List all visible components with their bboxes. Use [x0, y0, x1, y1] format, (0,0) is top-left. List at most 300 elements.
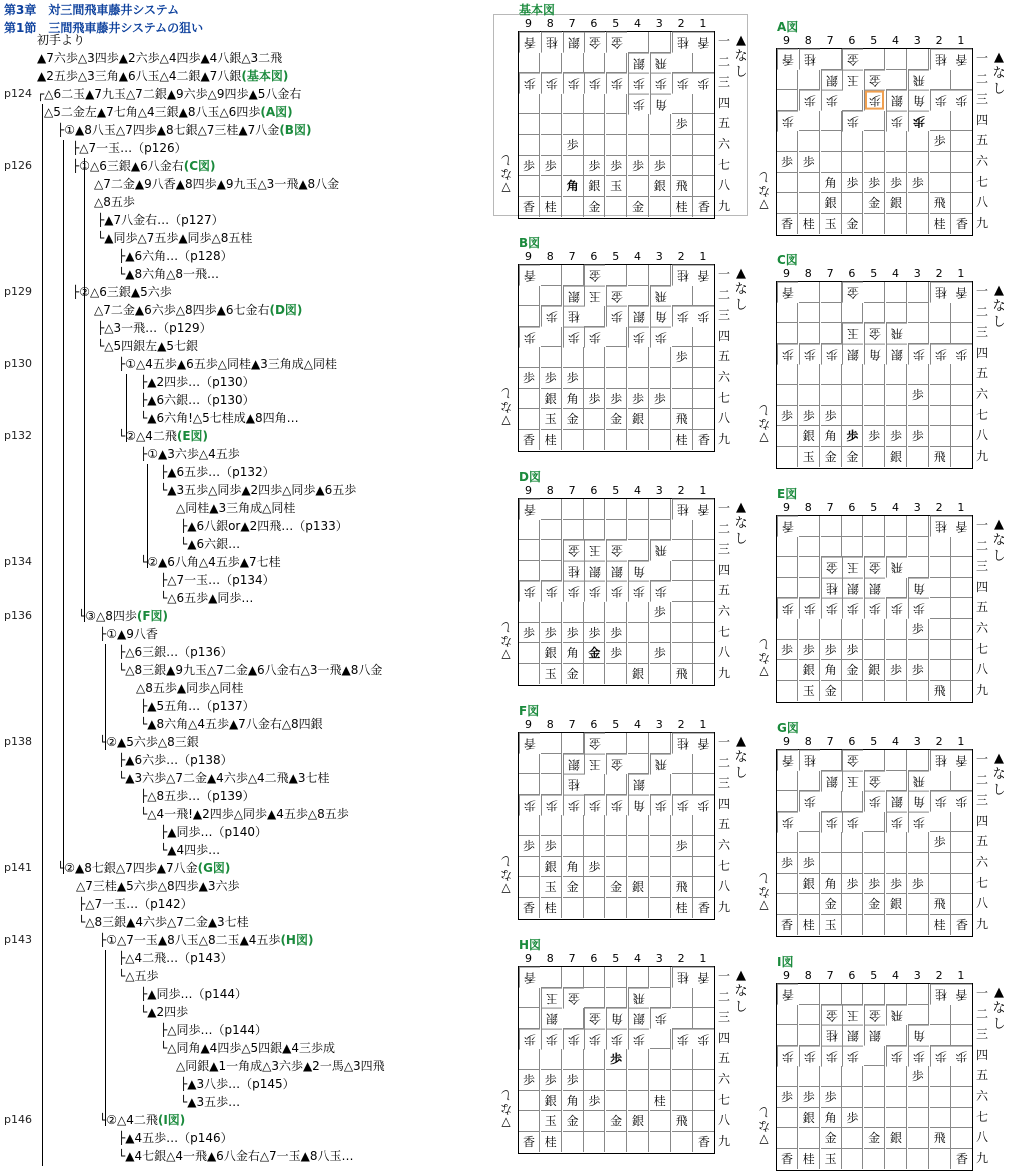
piece: 歩	[846, 429, 859, 444]
column-numbers	[776, 735, 973, 749]
tree-line-text: └△5四銀左▲5七銀	[97, 339, 198, 353]
board-square	[864, 557, 885, 578]
figure-link[interactable]: (基本図)	[241, 69, 289, 83]
figure-link[interactable]: (I図)	[157, 1113, 186, 1127]
piece: 銀	[847, 1028, 860, 1043]
column-number: 4	[892, 501, 899, 514]
board-square	[672, 306, 693, 327]
column-number: 9	[783, 267, 790, 280]
board-square	[541, 733, 562, 754]
figure-link[interactable]: (D図)	[269, 303, 303, 317]
tree-line-text: └△8三銀▲4六歩△7二金▲3七桂	[78, 915, 249, 929]
board-square	[606, 623, 627, 644]
page-ref: p126	[4, 159, 32, 172]
piece: 銀	[891, 93, 904, 108]
piece: 金	[589, 268, 602, 283]
board-square	[821, 557, 842, 578]
tree-line-text: ├△同歩…（p144）	[160, 1023, 267, 1037]
row-number: 七	[717, 858, 730, 873]
piece: 歩	[911, 622, 924, 636]
piece: 玉	[847, 774, 860, 789]
figure-link[interactable]: (F図)	[136, 609, 169, 623]
board-square	[672, 774, 693, 795]
piece: 歩	[869, 93, 882, 108]
piece: 歩	[846, 642, 859, 657]
board-square	[628, 32, 649, 53]
column-numbers	[518, 17, 715, 31]
piece: 歩	[545, 309, 558, 324]
board-square	[628, 898, 649, 919]
board-square	[628, 347, 649, 368]
piece: 角	[566, 1093, 579, 1108]
piece: 歩	[782, 601, 795, 616]
board-square	[886, 111, 907, 132]
board-square	[541, 754, 562, 775]
board-title: C図	[777, 253, 798, 267]
board-square	[541, 1091, 562, 1112]
board-square	[584, 836, 605, 857]
board-square	[951, 1025, 972, 1046]
board-square	[930, 385, 951, 406]
board-square	[930, 214, 951, 235]
piece: 歩	[889, 429, 902, 444]
board-square	[628, 409, 649, 430]
tree-line-text: └②▲6八角△4五歩▲7七桂	[140, 555, 281, 569]
figure-link[interactable]: (B図)	[279, 123, 312, 137]
board-square	[693, 53, 714, 74]
board-square	[519, 815, 540, 836]
board-square	[842, 214, 863, 235]
board-square	[650, 32, 671, 53]
piece: 玉	[824, 216, 837, 231]
board-square	[693, 815, 714, 836]
column-number: 3	[655, 718, 663, 731]
piece: 香	[697, 432, 710, 447]
board-square	[541, 327, 562, 348]
board-square	[842, 853, 863, 874]
piece: 飛	[891, 1008, 904, 1023]
piece: 金	[869, 73, 882, 88]
tree-line	[140, 985, 247, 1003]
board-square	[563, 1070, 584, 1091]
piece: 歩	[654, 1011, 667, 1026]
tree-line	[72, 283, 172, 301]
tree-line-text: ▲2五歩△3三角▲6八玉△4二銀▲7八銀	[37, 69, 242, 83]
board-square	[650, 368, 671, 389]
board-square	[864, 173, 885, 194]
board-square	[777, 1025, 798, 1046]
board-square	[951, 385, 972, 406]
board-square	[799, 364, 820, 385]
board-square	[930, 984, 951, 1005]
piece: 歩	[911, 876, 924, 891]
board-square	[777, 832, 798, 853]
board-square	[541, 988, 562, 1009]
piece: 香	[955, 52, 968, 67]
board-square	[864, 1005, 885, 1026]
shogi-board	[776, 515, 973, 703]
piece: 歩	[697, 309, 710, 324]
board-square	[519, 540, 540, 561]
piece: 銀	[611, 564, 624, 579]
board-square	[842, 771, 863, 792]
board-square	[519, 347, 540, 368]
tree-line-text: ├①△7一玉▲8八玉△8二玉▲4五歩	[99, 933, 281, 947]
board-square	[951, 1149, 972, 1170]
board-square	[584, 581, 605, 602]
board-square	[693, 754, 714, 775]
board-square	[799, 791, 820, 812]
board-square	[842, 323, 863, 344]
piece: 香	[780, 1151, 793, 1166]
board-square	[563, 347, 584, 368]
board-square	[563, 967, 584, 988]
board-square	[864, 70, 885, 91]
board-square	[519, 94, 540, 115]
figure-link[interactable]: (G図)	[197, 861, 231, 875]
board-square	[908, 1128, 929, 1149]
board-diagram-C	[758, 253, 1013, 471]
gote-hand: ▽なし	[500, 854, 513, 896]
board-square	[842, 447, 863, 468]
piece: 桂	[544, 432, 557, 447]
board-square	[584, 561, 605, 582]
board-square	[519, 561, 540, 582]
board-square	[821, 832, 842, 853]
tree-line	[118, 949, 233, 967]
board-square	[606, 368, 627, 389]
board-square	[519, 623, 540, 644]
column-number: 8	[546, 484, 554, 497]
tree-line	[176, 1057, 385, 1075]
board-square	[519, 1111, 540, 1132]
piece: 金	[589, 736, 602, 751]
board-square	[886, 90, 907, 111]
board-square	[519, 988, 540, 1009]
tree-line-text: └②▲8七銀△7四歩▲7八金	[57, 861, 198, 875]
column-number: 8	[804, 735, 812, 748]
piece: 玉	[847, 326, 860, 341]
piece: 歩	[912, 347, 925, 362]
board-square	[864, 1149, 885, 1170]
tree-line-text: └▲6六角!△5七桂成▲8四角…	[140, 411, 299, 425]
board-square	[777, 984, 798, 1005]
board-square	[864, 771, 885, 792]
piece: 角	[611, 1011, 624, 1026]
row-number: 八	[975, 1130, 988, 1145]
piece: 歩	[588, 158, 601, 173]
piece: 桂	[933, 917, 946, 932]
board-square	[541, 94, 562, 115]
board-square	[693, 176, 714, 197]
piece: 歩	[544, 1073, 557, 1087]
board-square	[908, 447, 929, 468]
board-square	[930, 1025, 951, 1046]
piece: 銀	[824, 196, 837, 211]
row-number: 四	[975, 345, 988, 360]
gote-hand: ▽なし	[500, 386, 513, 428]
piece: 歩	[911, 175, 924, 190]
board-square	[930, 619, 951, 640]
gote-hand: ▽なし	[500, 620, 513, 662]
board-square	[842, 619, 863, 640]
board-square	[799, 323, 820, 344]
tree-line-text: ├▲同歩…（p144）	[140, 987, 247, 1001]
board-square	[777, 1128, 798, 1149]
board-square	[886, 406, 907, 427]
board-square	[842, 915, 863, 936]
board-square	[650, 877, 671, 898]
piece: 歩	[847, 815, 860, 830]
figure-link[interactable]: (H図)	[280, 933, 314, 947]
row-number: 七	[975, 875, 988, 890]
tree-line-text: └▲同歩△7五歩▲同歩△8五桂	[97, 231, 253, 245]
row-number: 六	[975, 621, 988, 635]
board-square	[908, 681, 929, 702]
board-square	[563, 1132, 584, 1153]
tree-line-text: △8五歩	[94, 195, 135, 209]
figure-link[interactable]: (E図)	[176, 429, 209, 443]
board-square	[951, 874, 972, 895]
row-number: 七	[717, 390, 730, 405]
board-square	[842, 282, 863, 303]
board-square	[606, 1091, 627, 1112]
piece: 桂	[934, 52, 947, 67]
tree-line-text: ├▲6八銀or▲2四飛…（p133）	[180, 519, 348, 533]
board-square	[842, 303, 863, 324]
piece: 歩	[610, 391, 623, 406]
column-number: 2	[935, 267, 943, 280]
board-square	[519, 265, 540, 286]
board-square	[672, 73, 693, 94]
board-square	[777, 681, 798, 702]
column-numbers	[776, 501, 973, 515]
piece: 歩	[611, 584, 624, 599]
figure-link[interactable]: (C図)	[183, 159, 216, 173]
board-square	[650, 114, 671, 135]
board-square	[842, 874, 863, 895]
piece: 角	[654, 309, 667, 324]
board-square	[951, 1108, 972, 1129]
board-square	[650, 409, 671, 430]
board-square	[628, 389, 649, 410]
piece: 銀	[889, 897, 902, 912]
piece: 歩	[589, 584, 602, 599]
board-square	[821, 1087, 842, 1108]
piece: 歩	[633, 330, 646, 345]
board-square	[799, 152, 820, 173]
board-square	[908, 619, 929, 640]
board-diagram-basic	[500, 3, 755, 221]
piece: 歩	[589, 76, 602, 91]
board-square	[908, 70, 929, 91]
board-square	[693, 898, 714, 919]
board-square	[842, 385, 863, 406]
board-square	[777, 364, 798, 385]
board-square	[584, 623, 605, 644]
board-square	[584, 1008, 605, 1029]
board-square	[650, 754, 671, 775]
piece: 歩	[654, 584, 667, 599]
board-square	[908, 344, 929, 365]
board-square	[908, 1046, 929, 1067]
tree-line	[160, 571, 275, 589]
board-square	[842, 640, 863, 661]
tree-line	[118, 1129, 233, 1147]
board-square	[821, 578, 842, 599]
piece: 歩	[869, 601, 882, 616]
board-square	[777, 874, 798, 895]
shogi-board	[518, 498, 715, 686]
board-square	[584, 754, 605, 775]
board-square	[886, 1005, 907, 1026]
board-square	[563, 815, 584, 836]
piece: 歩	[566, 138, 579, 152]
piece: 銀	[891, 794, 904, 809]
board-square	[584, 73, 605, 94]
board-square	[908, 640, 929, 661]
board-square	[541, 347, 562, 368]
board-square	[541, 1008, 562, 1029]
board-square	[519, 1008, 540, 1029]
board-square	[541, 430, 562, 451]
board-square	[821, 344, 842, 365]
board-square	[886, 681, 907, 702]
board-square	[908, 406, 929, 427]
piece: 銀	[631, 880, 644, 895]
board-square	[584, 967, 605, 988]
piece: 金	[589, 35, 602, 50]
piece: 金	[869, 326, 882, 341]
column-number: 8	[546, 952, 554, 965]
board-square	[886, 193, 907, 214]
board-square	[908, 90, 929, 111]
board-square	[821, 152, 842, 173]
tree-line-text: └▲3六歩△7二金▲4六歩△4二飛▲3七桂	[118, 771, 330, 785]
piece: 銀	[567, 35, 580, 50]
board-square	[563, 1008, 584, 1029]
board-square	[606, 898, 627, 919]
piece: 歩	[589, 1032, 602, 1047]
column-number: 9	[783, 969, 790, 982]
row-numbers	[717, 732, 731, 920]
piece: 香	[782, 285, 795, 300]
piece: 歩	[611, 798, 624, 813]
tree-line-text: └②▲5六歩△8三銀	[99, 735, 199, 749]
board-square	[951, 894, 972, 915]
tree-line	[140, 553, 281, 571]
column-number: 5	[870, 34, 878, 47]
piece: 銀	[847, 347, 860, 362]
piece: 歩	[934, 1049, 947, 1064]
board-square	[951, 681, 972, 702]
piece: 歩	[589, 798, 602, 813]
board-square	[930, 915, 951, 936]
board-square	[541, 898, 562, 919]
board-square	[650, 1111, 671, 1132]
tree-line-text: 初手より	[37, 33, 86, 47]
board-square	[672, 988, 693, 1009]
board-square	[693, 1070, 714, 1091]
board-square	[842, 1025, 863, 1046]
board-square	[908, 874, 929, 895]
piece: 香	[782, 987, 795, 1002]
tree-line	[94, 301, 302, 319]
board-square	[886, 984, 907, 1005]
board-square	[886, 1149, 907, 1170]
board-square	[951, 984, 972, 1005]
piece: 香	[782, 52, 795, 67]
board-square	[930, 1005, 951, 1026]
board-square	[541, 623, 562, 644]
tree-line-text: ▲7六歩△3四歩▲2六歩△4四歩▲4八銀△3二飛	[37, 51, 283, 65]
column-number: 5	[870, 969, 878, 982]
piece: 角	[912, 93, 925, 108]
row-number: 八	[975, 428, 988, 443]
piece: 歩	[780, 642, 793, 657]
board-square	[563, 1049, 584, 1070]
board-square	[799, 1128, 820, 1149]
tree-line	[160, 463, 275, 481]
piece: 歩	[869, 794, 882, 809]
board-square	[799, 832, 820, 853]
row-number: 九	[717, 431, 730, 446]
piece: 香	[780, 216, 793, 231]
tree-line	[140, 445, 240, 463]
piece: 金	[610, 412, 623, 427]
board-square	[930, 516, 951, 537]
board-square	[777, 516, 798, 537]
board-square	[821, 406, 842, 427]
piece: 歩	[803, 794, 816, 809]
board-square	[842, 70, 863, 91]
board-square	[821, 537, 842, 558]
board-square	[951, 1046, 972, 1067]
board-square	[693, 664, 714, 685]
board-square	[930, 426, 951, 447]
board-square	[519, 774, 540, 795]
piece: 金	[824, 449, 837, 464]
board-square	[908, 1005, 929, 1026]
tree-line	[160, 841, 220, 859]
tree-line-text: └▲3五歩△同歩▲2四歩△同歩▲6五歩	[160, 483, 357, 497]
row-number: 九	[717, 899, 730, 914]
column-number: 1	[957, 969, 965, 982]
board-square	[821, 364, 842, 385]
tree-line	[136, 679, 243, 697]
board-square	[693, 602, 714, 623]
tree-line	[118, 265, 219, 283]
board-square	[930, 640, 951, 661]
figure-link[interactable]: (A図)	[260, 105, 293, 119]
tree-line	[118, 661, 382, 679]
board-square	[799, 853, 820, 874]
board-square	[930, 681, 951, 702]
board-square	[777, 131, 798, 152]
piece: 歩	[544, 625, 557, 640]
board-square	[864, 193, 885, 214]
row-number: 四	[975, 813, 988, 828]
piece: 飛	[654, 543, 667, 558]
column-number: 5	[870, 267, 878, 280]
board-square	[584, 114, 605, 135]
board-square	[628, 561, 649, 582]
board-square	[886, 578, 907, 599]
board-square	[951, 915, 972, 936]
board-square	[693, 409, 714, 430]
board-square	[519, 967, 540, 988]
piece: 歩	[567, 330, 580, 345]
